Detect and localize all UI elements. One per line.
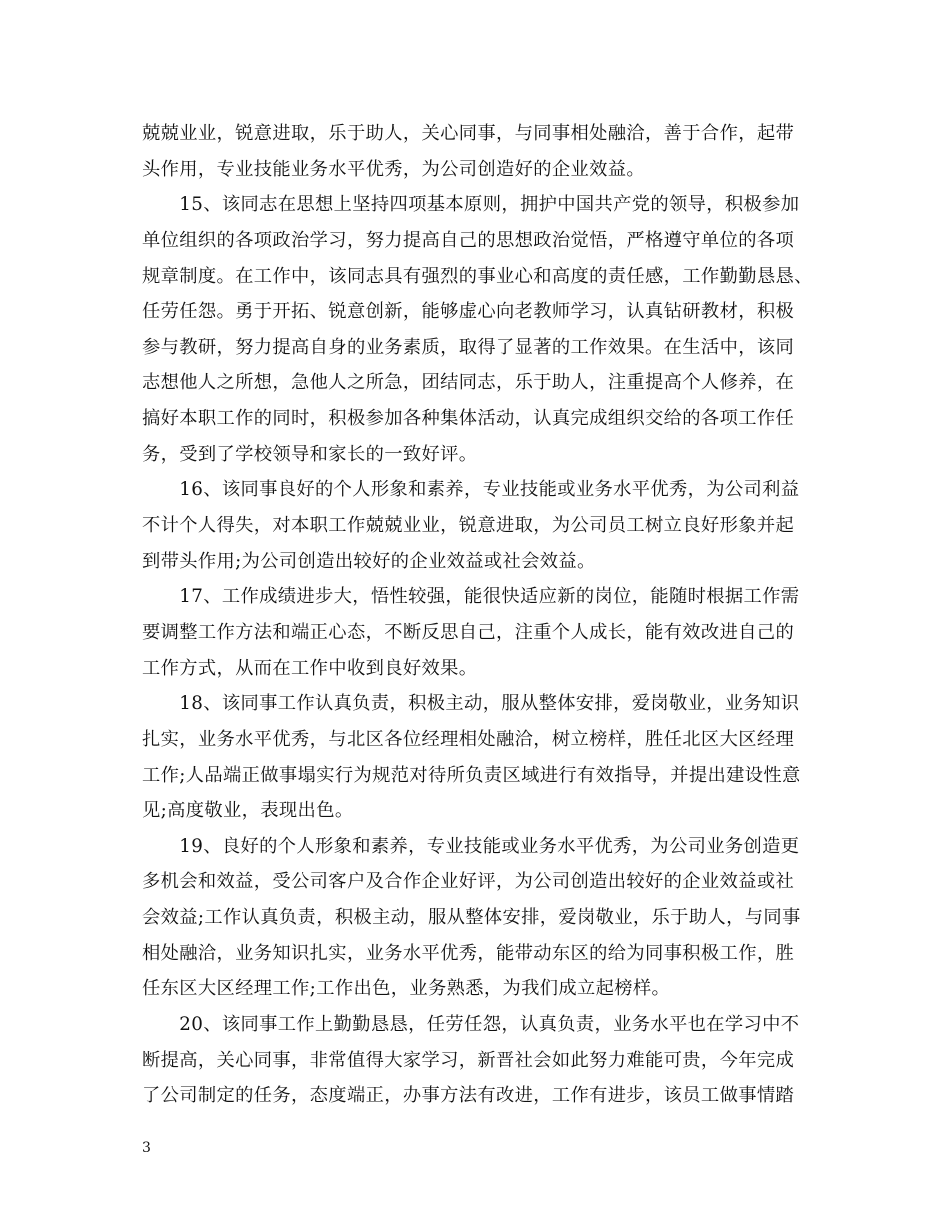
text-line: 断提高，关心同事，非常值得大家学习，新晋社会如此努力难能可贵，今年完成	[142, 1049, 795, 1071]
text-line: 志想他人之所想，急他人之所急，团结同志，乐于助人，注重提高个人修养，在	[142, 372, 795, 394]
text-line: 务，受到了学校领导和家长的一致好评。	[142, 443, 478, 465]
text-line: 任劳任怨。勇于开拓、锐意创新，能够虚心向老教师学习，认真钻研教材，积极	[142, 301, 795, 323]
text-line: 不计个人得失，对本职工作兢兢业业，锐意进取，为公司员工树立良好形象并起	[142, 515, 795, 537]
text-line: 会效益;工作认真负责，积极主动，服从整体安排，爱岗敬业，乐于助人，与同事	[142, 907, 801, 929]
text-line: 相处融洽，业务知识扎实，业务水平优秀，能带动东区的给为同事积极工作，胜	[142, 942, 795, 964]
text-line: 18、该同事工作认真负责，积极主动，服从整体安排，爱岗敬业，业务知识	[142, 693, 800, 715]
text-line: 要调整工作方法和端正心态，不断反思自己，注重个人成长，能有效改进自己的	[142, 621, 795, 643]
text-line: 任东区大区经理工作;工作出色，业务熟悉，为我们成立起榜样。	[142, 978, 671, 1000]
text-line: 兢兢业业，锐意进取，乐于助人，关心同事，与同事相处融洽，善于合作，起带	[142, 123, 795, 144]
text-line: 见;高度敬业，表现出色。	[142, 800, 354, 822]
text-line: 参与教研，努力提高自身的业务素质，取得了显著的工作效果。在生活中，该同	[142, 336, 795, 358]
text-line: 20、该同事工作上勤勤恳恳，任劳任怨，认真负责，业务水平也在学习中不	[142, 1014, 800, 1036]
text-line: 搞好本职工作的同时，积极参加各种集体活动，认真完成组织交给的各项工作任	[142, 408, 795, 430]
text-line: 规章制度。在工作中，该同志具有强烈的事业心和高度的责任感，工作勤勤恳恳、	[142, 265, 813, 287]
document-body	[142, 116, 813, 1114]
text-line: 单位组织的各项政治学习，努力提高自己的思想政治觉悟，严格遵守单位的各项	[142, 229, 795, 251]
text-line: 扎实，业务水平优秀，与北区各位经理相处融洽，树立榜样，胜任北区大区经理	[142, 728, 795, 750]
text-line: 15、该同志在思想上坚持四项基本原则，拥护中国共产党的领导，积极参加	[142, 194, 800, 216]
text-line: 工作;人品端正做事塌实行为规范对待所负责区域进行有效指导，并提出建设性意	[142, 764, 801, 786]
text-line: 17、工作成绩进步大，悟性较强，能很快适应新的岗位，能随时根据工作需	[142, 586, 800, 608]
text-line: 多机会和效益，受公司客户及合作企业好评，为公司创造出较好的企业效益或社	[142, 871, 795, 893]
text-line: 工作方式，从而在工作中收到良好效果。	[142, 657, 478, 679]
text-line: 到带头作用;为公司创造出较好的企业效益或社会效益。	[142, 550, 596, 572]
page-number: 3	[142, 1140, 151, 1156]
text-line: 19、良好的个人形象和素养，专业技能或业务水平优秀，为公司业务创造更	[142, 835, 800, 857]
text-line: 头作用，专业技能业务水平优秀，为公司创造好的企业效益。	[142, 158, 646, 180]
text-line: 16、该同事良好的个人形象和素养，专业技能或业务水平优秀，为公司利益	[142, 479, 800, 501]
text-line: 了公司制定的任务，态度端正，办事方法有改进，工作有进步，该员工做事情踏	[142, 1085, 795, 1107]
